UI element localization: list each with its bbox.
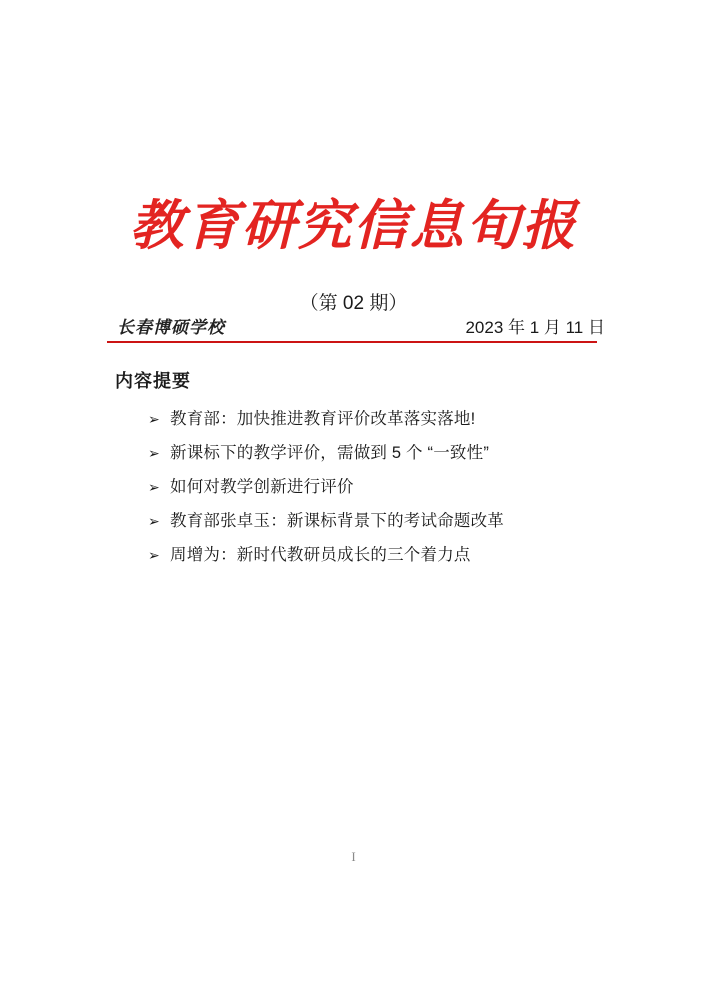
- arrow-bullet-icon: ➢: [148, 513, 160, 529]
- arrow-bullet-icon: ➢: [148, 411, 160, 427]
- toc-item-text: 周增为：新时代教研员成长的三个着力点: [170, 546, 471, 564]
- toc-item-text: 新课标下的教学评价，需做到 5 个 “一致性”: [170, 444, 490, 462]
- toc-item-text: 教育部张卓玉：新课标背景下的考试命题改革: [170, 512, 504, 530]
- toc-item-text: 教育部：加快推进教育评价改革落实落地!: [170, 410, 476, 428]
- toc-item: [115, 408, 595, 430]
- page-number: I: [351, 849, 356, 864]
- issue-date: 2023 年 1 月 11 日: [465, 318, 605, 337]
- issue-number: （第 02 期）: [299, 293, 408, 314]
- arrow-bullet-icon: ➢: [148, 479, 160, 495]
- arrow-bullet-icon: ➢: [148, 445, 160, 461]
- toc-item: [115, 544, 595, 566]
- section-heading-contents-summary: 内容提要: [115, 371, 191, 391]
- school-name: 长春博硕学校: [117, 318, 225, 338]
- toc-item: [115, 476, 595, 498]
- arrow-bullet-icon: ➢: [148, 547, 160, 563]
- toc-item: [115, 510, 595, 532]
- toc-item: [115, 442, 595, 464]
- masthead-title: 教育研究信息旬报: [129, 193, 578, 257]
- info-bar: [107, 316, 605, 343]
- toc-item-text: 如何对教学创新进行评价: [170, 478, 354, 496]
- contents-list: [115, 408, 595, 578]
